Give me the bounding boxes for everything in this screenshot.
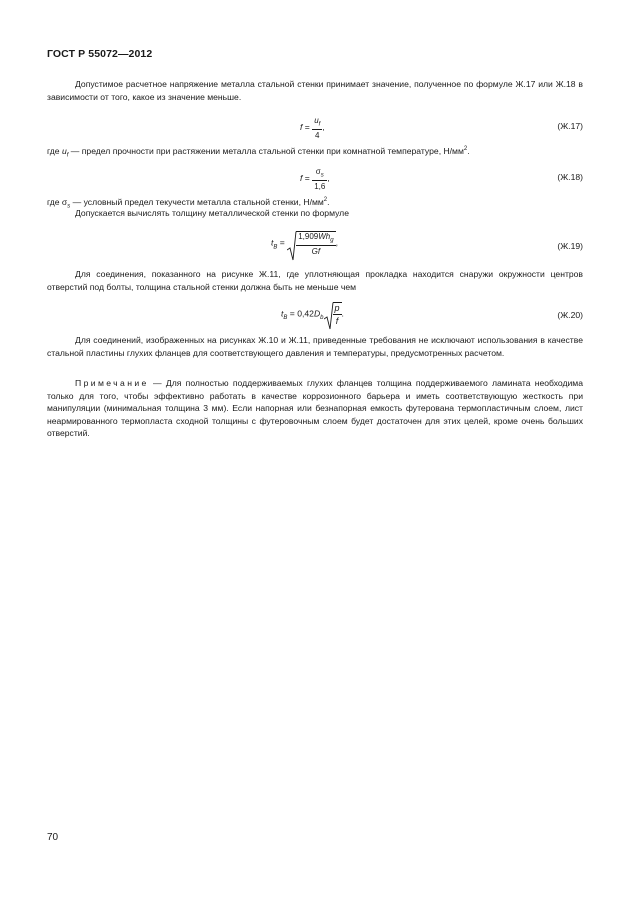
var-d-subscript: b: [320, 314, 324, 321]
formula-lhs: t: [281, 308, 284, 319]
fraction: [312, 116, 325, 140]
fraction: [333, 303, 342, 326]
where-sigma: где σ: [47, 196, 68, 207]
paragraph-blind-flanges: Для соединений, изображенных на рисунках Ж.10 и Ж.11, приведенные требования не исключают использования в качестве стальной пластины глухих фланцев для соответствующего давления и температуры, предусмотренных расчетом.: [47, 335, 583, 358]
equation-number-zh20: (Ж.20): [557, 310, 583, 320]
numerator-subscript: g: [330, 237, 334, 244]
sigma-subscript: s: [67, 203, 71, 210]
numerator-coefficient: 1,909: [298, 232, 319, 241]
unit-superscript: 2: [463, 146, 468, 152]
formula-tail: ,: [335, 237, 338, 248]
var-u-subscript: f: [66, 152, 69, 159]
page-number: 70: [47, 832, 59, 843]
var-d: D: [313, 308, 321, 319]
numerator-subscript: s: [320, 172, 324, 179]
formula-tail: ,: [327, 173, 330, 184]
note-paragraph: [47, 377, 583, 440]
lhs-subscript: B: [273, 244, 278, 251]
where-word: где: [47, 145, 62, 156]
denominator: Gf: [311, 246, 321, 256]
equation-number-zh19: (Ж.19): [557, 241, 583, 251]
numerator: u: [314, 116, 319, 125]
formula-zh20: [281, 302, 344, 326]
definition-text: — условный предел текучести металла стальной стенки, Н/мм: [70, 196, 324, 207]
formula-coefficient: = 0,42: [287, 308, 314, 319]
note-text: — Для полностью поддерживаемых глухих фланцев толщина поддерживаемого ламината необходима только для того, чтобы эффективно работать в качестве коррозионного барьера и иметь соответствующую жесткость при манипуляции (минимальная толщина 3 мм). Если напорная или безнапорная емкость футерована термопластичным слоем, лист неармированного термопласта сходной толщины с футеровочным слоем будет достаточен для этих целей, кроме очень больших отверстий.: [47, 378, 583, 439]
denominator: 1,6: [314, 181, 326, 191]
paragraph-uf-definition: [47, 143, 583, 162]
formula-equals: =: [302, 122, 313, 133]
numerator: σ: [315, 167, 321, 176]
note-label: Примечание: [75, 378, 149, 388]
unit-superscript: 2: [323, 197, 328, 203]
formula-zh19: [271, 231, 338, 256]
formula-equals: =: [302, 173, 313, 184]
formula-equals: =: [277, 237, 288, 248]
denominator: f: [335, 316, 339, 326]
equation-number-zh18: (Ж.18): [557, 172, 583, 182]
sentence-end: .: [327, 196, 330, 207]
formula-lhs: f: [300, 173, 303, 184]
fraction: [296, 232, 335, 256]
denominator: 4: [315, 130, 320, 140]
numerator-subscript: f: [318, 121, 321, 128]
document-header: ГОСТ Р 55072—2012: [47, 48, 153, 60]
fraction: [312, 167, 330, 191]
definition-text: — предел прочности при растяжении металла стальной стенки при комнатной температуре, Н/мм: [68, 145, 464, 156]
paragraph-outer-gasket: Для соединения, показанного на рисунке Ж.11, где уплотняющая прокладка находится снаружи окружности центров отверстий под болты, толщина стальной стенки должна быть не меньше чем: [47, 269, 583, 292]
radical-sign-icon: [287, 231, 297, 261]
var-u: u: [61, 145, 67, 156]
formula-lhs: f: [300, 122, 303, 133]
formula-zh18: [300, 167, 330, 191]
formula-zh17: [300, 116, 325, 140]
sentence-end: .: [467, 145, 470, 156]
paragraph-allowable-stress: Допустимое расчетное напряжение металла стальной стенки принимает значение, полученное по формуле Ж.17 или Ж.18 в зависимости от того, какое из значение меньше.: [47, 79, 583, 102]
formula-tail: ,: [322, 122, 325, 133]
paragraph-thickness-formula-intro: Допускается вычислять толщину металлической стенки по формуле: [75, 208, 349, 218]
lhs-subscript: B: [283, 314, 288, 321]
square-root: [287, 231, 335, 256]
equation-number-zh17: (Ж.17): [557, 121, 583, 131]
square-root: [324, 302, 342, 326]
radical-sign-icon: [324, 302, 334, 330]
numerator-vars: Wh: [318, 232, 331, 241]
formula-tail: .: [341, 308, 344, 319]
numerator: p: [334, 303, 340, 313]
formula-lhs: t: [271, 237, 274, 248]
